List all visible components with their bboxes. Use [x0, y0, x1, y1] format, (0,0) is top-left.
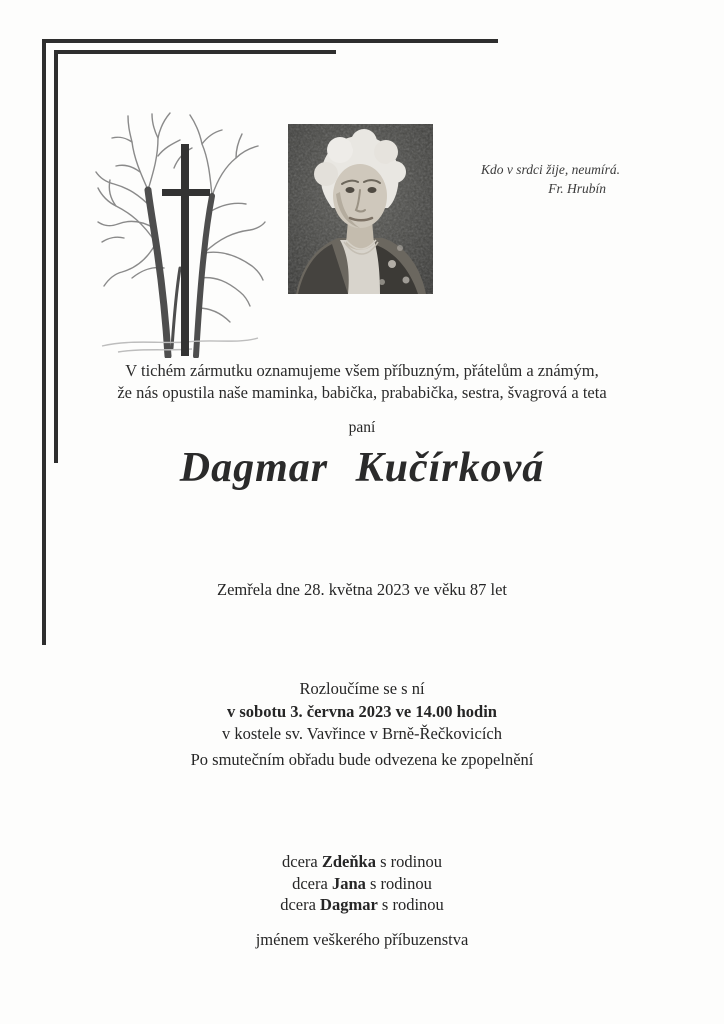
- honorific: paní: [348, 419, 376, 436]
- announcement-line-1: V tichém zármutku oznamujeme všem příbuzným, přátelům a známým,: [125, 361, 599, 380]
- farewell-datetime: v sobotu 3. června 2023 ve 14.00 hodin: [227, 701, 497, 721]
- mourner-line: [0, 894, 724, 916]
- mourner-suffix: s rodinou: [380, 852, 442, 871]
- cremation-notice: Po smutečním obřadu bude odvezena ke zpopelnění: [190, 750, 534, 769]
- farewell-details: [0, 678, 724, 746]
- tree-cross-illustration: [88, 108, 266, 358]
- quote-text: Kdo v srdci žije, neumírá.: [481, 162, 620, 177]
- mourner-name: Dagmar: [320, 895, 378, 914]
- memorial-quote: [481, 160, 620, 198]
- deceased-name: Dagmar Kučírková: [179, 445, 545, 491]
- mourners-list: [0, 851, 724, 916]
- mourner-suffix: s rodinou: [370, 873, 432, 893]
- mourner-line: [0, 873, 724, 895]
- mourner-line: [0, 851, 724, 873]
- mourner-prefix: dcera: [280, 895, 316, 914]
- mourner-prefix: dcera: [282, 852, 318, 871]
- frame-outer-horizontal-rule: [42, 39, 498, 43]
- frame-outer-vertical-rule: [42, 39, 46, 645]
- announcement-line-2: že nás opustila naše maminka, babička, prababička, sestra, švagrová a teta: [117, 383, 607, 402]
- announcement-text: [0, 360, 724, 404]
- mourner-prefix: dcera: [292, 873, 328, 893]
- portrait-photo: [288, 124, 433, 294]
- death-notice: Zemřela dne 28. května 2023 ve věku 87 let: [216, 580, 508, 599]
- closing-line: jménem veškerého příbuzenstva: [255, 930, 469, 949]
- mourner-suffix: s rodinou: [381, 895, 444, 914]
- quote-attribution: Fr. Hrubín: [548, 181, 606, 196]
- frame-inner-horizontal-rule: [54, 50, 336, 54]
- farewell-location: v kostele sv. Vavřince v Brně-Řečkovicích: [222, 724, 502, 743]
- farewell-intro: Rozloučíme se s ní: [299, 679, 425, 698]
- mourner-name: Zdeňka: [321, 852, 376, 871]
- mourner-name: Jana: [331, 873, 366, 893]
